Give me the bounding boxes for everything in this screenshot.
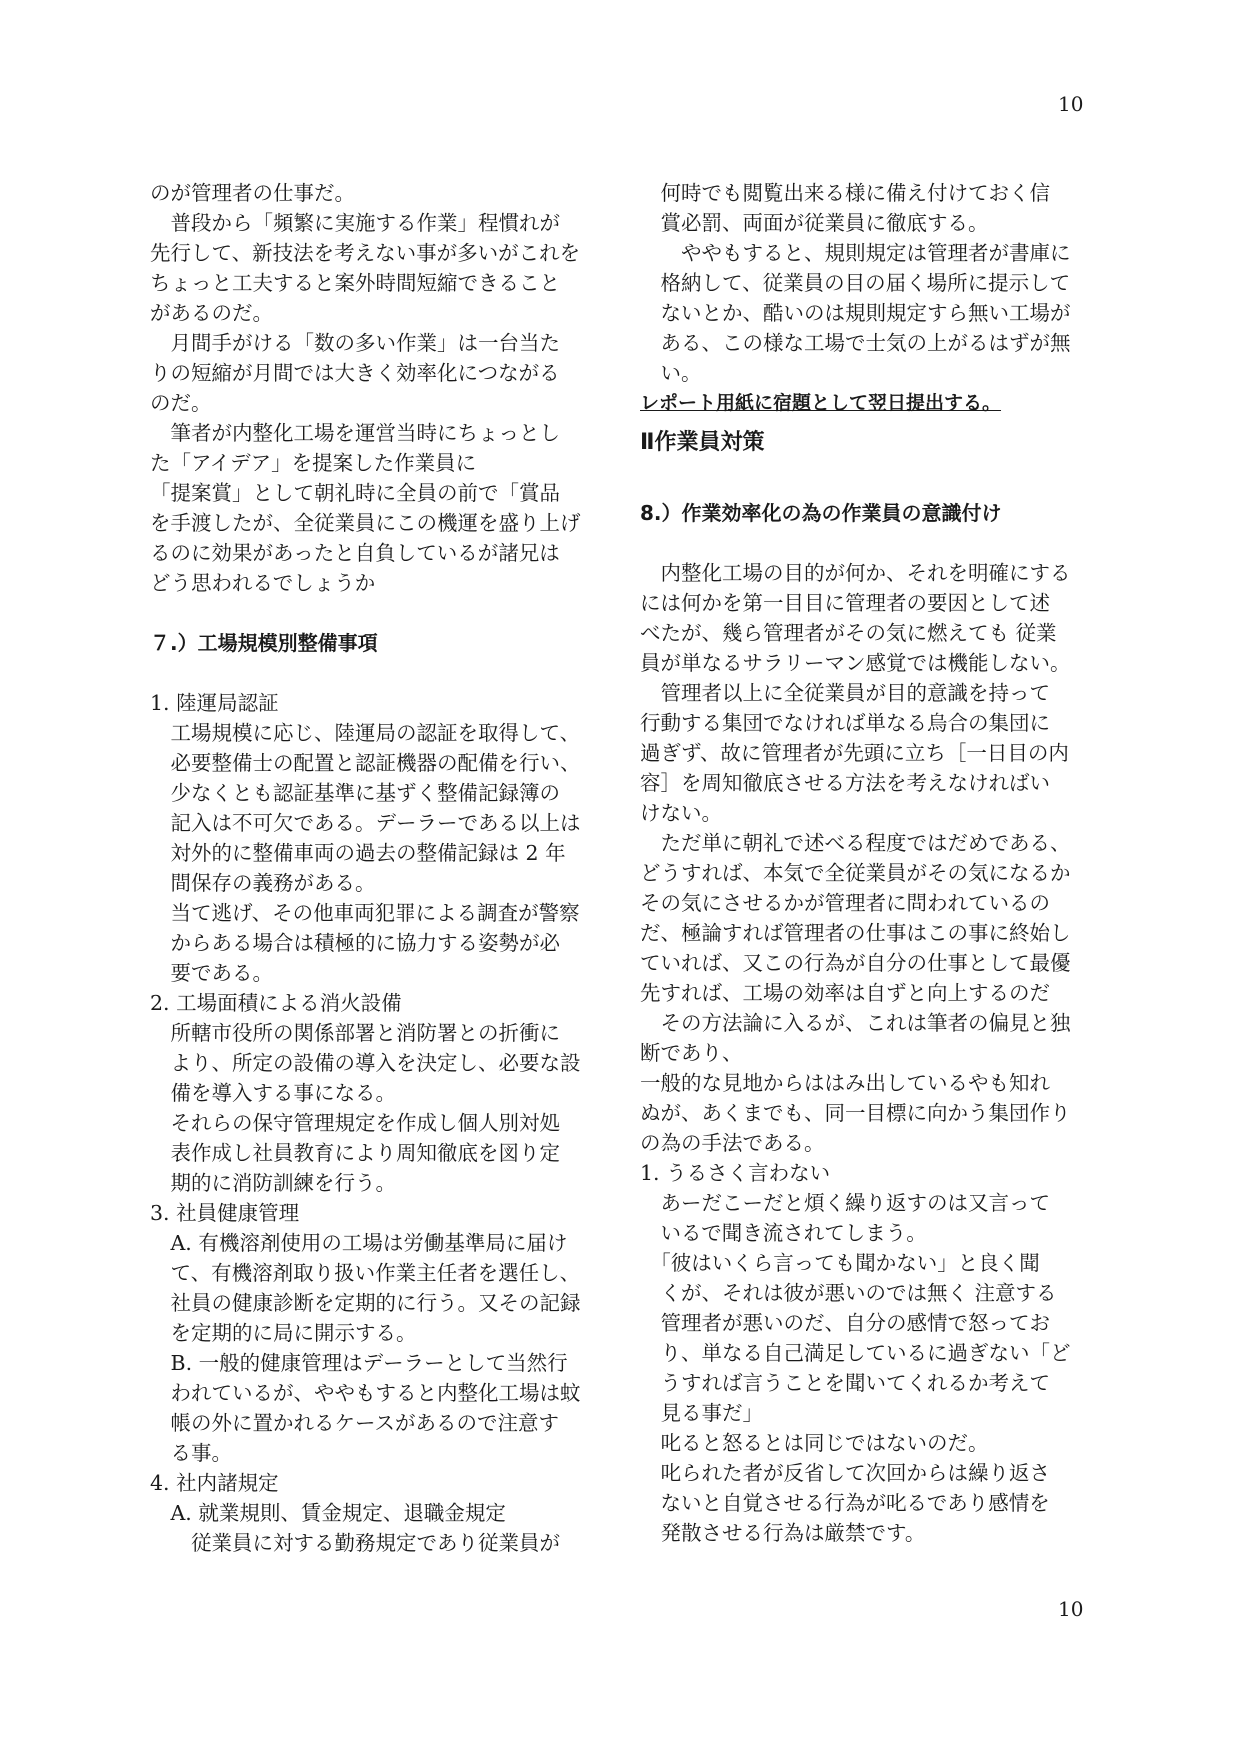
text-line: 「彼はいくら言っても聞かない」と良く聞 [640,1251,1040,1275]
text-line: その方法論に入るが、これは筆者の偏見と独 [640,1011,1071,1035]
text-line: 発散させる行為は厳禁です。 [640,1521,926,1545]
text-line: 社員の健康診断を定期的に行う。又その記録 [150,1291,581,1315]
text-line: には何かを第一目目に管理者の要因として述 [640,591,1050,615]
text-line: 叱られた者が反省して次回からは繰り返さ [640,1461,1050,1485]
text-line: 一般的な見地からははみ出しているやも知れ [640,1071,1050,1095]
text-line: 過ぎず、故に管理者が先頭に立ち［一日目の内 [640,741,1069,765]
text-line: 筆者が内整化工場を運営当時にちょっとし [150,421,560,445]
text-line: くが、それは彼が悪いのでは無く 注意する [640,1281,1057,1305]
text-line: る事。 [150,1441,232,1465]
text-line: を定期的に局に開示する。 [150,1321,417,1345]
text-line: 何時でも閲覧出来る様に備え付けておく信 [640,181,1050,205]
section-heading: 8.）作業効率化の為の作業員の意識付け [640,501,1002,525]
page-number-top: 10 [1058,92,1084,116]
text-line: あーだこーだと煩く繰り返すのは又言って [640,1191,1050,1215]
text-line: 月間手がける「数の多い作業」は一台当た [150,331,560,355]
text-line: 少なくとも認証基準に基ずく整備記録簿の [150,781,560,805]
text-line: た「アイデア」を提案した作業員に [150,451,477,475]
section-heading: Ⅱ作業員対策 [640,430,765,455]
text-line: いるで聞き流されてしまう。 [640,1221,927,1245]
text-line: い。 [640,361,702,385]
text-line: どう思われるでしょうか [150,571,376,595]
text-line: 「提案賞」として朝礼時に全員の前で「賞品 [150,481,560,505]
text-line: 1. うるさく言わない [640,1161,831,1185]
text-line: 記入は不可欠である。デーラーである以上は [150,811,581,835]
text-line: 先行して、新技法を考えない事が多いがこれを [150,241,581,265]
text-line: 従業員に対する勤務規定であり従業員が [150,1531,560,1555]
underlined-note: レポート用紙に宿題として翌日提出する。 [640,392,1002,414]
text-line: るのに効果があったと自負しているが諸兄は [150,541,560,565]
text-line: のだ。 [150,391,212,415]
text-line: 3. 社員健康管理 [150,1201,300,1225]
page-number-bottom: 10 [1058,1597,1084,1621]
text-line: 当て逃げ、その他車両犯罪による調査が警察 [150,901,580,925]
text-line: 間保存の義務がある。 [150,871,376,895]
text-line: 帳の外に置かれるケースがあるので注意す [150,1411,559,1435]
text-line: 容］を周知徹底させる方法を考えなければい [640,771,1050,795]
section-heading: ７.）工場規模別整備事項 [150,631,378,655]
text-line: 備を導入する事になる。 [150,1081,396,1105]
spacer [640,468,1105,498]
spacer [150,658,620,688]
text-line: 2. 工場面積による消火設備 [150,991,402,1015]
text-line: B. 一般的健康管理はデーラーとして当然行 [150,1351,568,1375]
text-line: それらの保守管理規定を作成し個人別対処 [150,1111,560,1135]
text-line: 必要整備士の配置と認証機器の配備を行い、 [150,751,581,775]
text-line: 工場規模に応じ、陸運局の認証を取得して、 [150,721,581,745]
text-line: 叱ると怒るとは同じではないのだ。 [640,1431,989,1455]
text-line: 内整化工場の目的が何か、それを明確にする [640,561,1071,585]
spacer [640,528,1105,558]
text-line: けない。 [640,801,722,825]
text-line: 管理者以上に全従業員が目的意識を持って [640,681,1050,705]
text-line: のが管理者の仕事だ。 [150,181,355,205]
left-column [150,178,620,1558]
text-line: て、有機溶剤取り扱い作業主任者を選任し、 [150,1261,581,1285]
text-line: だ、極論すれば管理者の仕事はこの事に終始し [640,921,1071,945]
text-line: 格納して、従業員の目の届く場所に提示して [640,271,1071,295]
text-line: どうすれば、本気で全従業員がその気になるか [640,861,1071,885]
text-line: 管理者が悪いのだ、自分の感情で怒ってお [640,1311,1050,1335]
text-line: からある場合は積極的に協力する姿勢が必 [150,931,560,955]
text-line: 賞必罰、両面が従業員に徹底する。 [640,211,989,235]
right-column [640,178,1105,1548]
text-line: 所轄市役所の関係部署と消防署との折衝に [150,1021,560,1045]
text-line: 対外的に整備車両の過去の整備記録は 2 年 [150,841,566,865]
text-line: ちょっと工夫すると案外時間短縮できること [150,271,560,295]
text-line: うすれば言うことを聞いてくれるか考えて [640,1371,1050,1395]
text-line: ある、この様な工場で士気の上がるはずが無 [640,331,1071,355]
text-line: りの短縮が月間では大きく効率化につながる [150,361,560,385]
text-line: ないと自覚させる行為が叱るであり感情を [640,1491,1050,1515]
spacer [150,598,620,628]
text-line: その気にさせるかが管理者に問われているの [640,891,1050,915]
text-line: ていれば、又この行為が自分の仕事として最優 [640,951,1071,975]
text-line: 見る事だ」 [640,1401,763,1425]
text-line: A. 有機溶剤使用の工場は労働基準局に届け [150,1231,568,1255]
text-line: 員が単なるサラリーマン感覚では機能しない。 [640,651,1071,675]
text-line: を手渡したが、全従業員にこの機運を盛り上げ [150,511,581,535]
text-line: の為の手法である。 [640,1131,825,1155]
text-line: 4. 社内諸規定 [150,1471,279,1495]
text-line: 先すれば、工場の効率は自ずと向上するのだ [640,981,1050,1005]
text-line: り、単なる自己満足しているに過ぎない「ど [640,1341,1071,1365]
text-line: ややもすると、規則規定は管理者が書庫に [640,241,1071,265]
text-line: ただ単に朝礼で述べる程度ではだめである、 [640,831,1071,855]
text-line: ないとか、酷いのは規則規定すら無い工場が [640,301,1071,325]
text-line: A. 就業規則、賃金規定、退職金規定 [150,1501,506,1525]
text-line: 普段から「頻繁に実施する作業」程慣れが [150,211,560,235]
text-line: 断であり、 [640,1041,743,1065]
text-line: 表作成し社員教育により周知徹底を図り定 [150,1141,560,1165]
text-line: 要である。 [150,961,273,985]
text-line: 行動する集団でなければ単なる烏合の集団に [640,711,1050,735]
text-line: より、所定の設備の導入を決定し、必要な設 [150,1051,581,1075]
text-line: べたが、幾ら管理者がその気に燃えても 従業 [640,621,1057,645]
text-line: 1. 陸運局認証 [150,691,279,715]
text-line: われているが、ややもすると内整化工場は蚊 [150,1381,581,1405]
text-line: があるのだ。 [150,301,273,325]
text-line: 期的に消防訓練を行う。 [150,1171,396,1195]
text-line: ぬが、あくまでも、同一目標に向かう集団作り [640,1101,1071,1125]
